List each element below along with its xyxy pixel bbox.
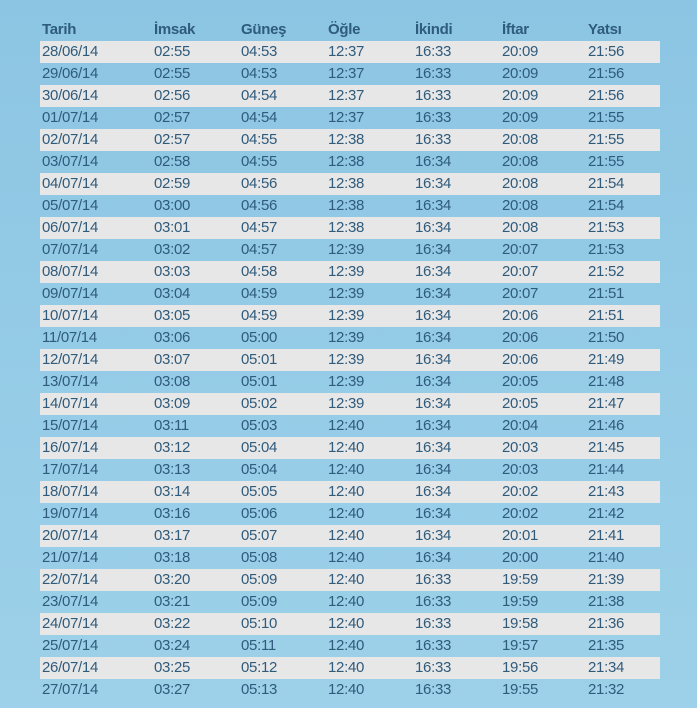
cell-date: 16/07/14 — [42, 439, 98, 456]
cell-gunes: 05:10 — [241, 615, 278, 632]
cell-gunes: 04:59 — [241, 285, 278, 302]
cell-iftar: 20:08 — [502, 175, 539, 192]
cell-ogle: 12:40 — [328, 505, 365, 522]
cell-yatsi: 21:41 — [588, 527, 625, 544]
header-yatsi: Yatsı — [588, 21, 622, 38]
cell-ogle: 12:37 — [328, 109, 365, 126]
cell-ogle: 12:40 — [328, 483, 365, 500]
cell-ikindi: 16:34 — [415, 483, 452, 500]
cell-yatsi: 21:35 — [588, 637, 625, 654]
cell-ogle: 12:38 — [328, 175, 365, 192]
cell-yatsi: 21:51 — [588, 307, 625, 324]
cell-ogle: 12:37 — [328, 87, 365, 104]
cell-iftar: 20:09 — [502, 65, 539, 82]
cell-gunes: 05:05 — [241, 483, 278, 500]
cell-iftar: 19:56 — [502, 659, 539, 676]
cell-yatsi: 21:55 — [588, 153, 625, 170]
cell-ikindi: 16:34 — [415, 263, 452, 280]
cell-gunes: 04:59 — [241, 307, 278, 324]
table-row — [40, 107, 660, 129]
cell-yatsi: 21:46 — [588, 417, 625, 434]
table-row — [40, 371, 660, 393]
cell-date: 14/07/14 — [42, 395, 98, 412]
cell-iftar: 20:08 — [502, 197, 539, 214]
cell-iftar: 19:58 — [502, 615, 539, 632]
table-row — [40, 305, 660, 327]
cell-ikindi: 16:34 — [415, 219, 452, 236]
cell-ikindi: 16:34 — [415, 197, 452, 214]
cell-imsak: 03:14 — [154, 483, 191, 500]
cell-iftar: 19:55 — [502, 681, 539, 698]
cell-ikindi: 16:33 — [415, 615, 452, 632]
cell-yatsi: 21:34 — [588, 659, 625, 676]
cell-ikindi: 16:33 — [415, 65, 452, 82]
cell-ikindi: 16:33 — [415, 637, 452, 654]
cell-iftar: 20:06 — [502, 307, 539, 324]
cell-date: 17/07/14 — [42, 461, 98, 478]
cell-ikindi: 16:34 — [415, 549, 452, 566]
cell-ogle: 12:38 — [328, 131, 365, 148]
table-row — [40, 217, 660, 239]
cell-yatsi: 21:38 — [588, 593, 625, 610]
cell-yatsi: 21:44 — [588, 461, 625, 478]
cell-ikindi: 16:34 — [415, 417, 452, 434]
cell-ogle: 12:40 — [328, 593, 365, 610]
table-row — [40, 151, 660, 173]
cell-yatsi: 21:47 — [588, 395, 625, 412]
cell-gunes: 05:02 — [241, 395, 278, 412]
cell-yatsi: 21:54 — [588, 197, 625, 214]
cell-ikindi: 16:34 — [415, 307, 452, 324]
cell-imsak: 03:06 — [154, 329, 191, 346]
table-header — [40, 18, 660, 41]
cell-imsak: 02:57 — [154, 109, 191, 126]
cell-gunes: 05:01 — [241, 351, 278, 368]
header-ikindi: İkindi — [415, 21, 453, 38]
cell-date: 04/07/14 — [42, 175, 98, 192]
cell-iftar: 20:03 — [502, 461, 539, 478]
cell-ogle: 12:38 — [328, 153, 365, 170]
table-row — [40, 129, 660, 151]
cell-ikindi: 16:34 — [415, 241, 452, 258]
cell-yatsi: 21:56 — [588, 65, 625, 82]
cell-yatsi: 21:45 — [588, 439, 625, 456]
cell-ikindi: 16:34 — [415, 329, 452, 346]
cell-ikindi: 16:34 — [415, 527, 452, 544]
cell-ikindi: 16:33 — [415, 571, 452, 588]
cell-date: 15/07/14 — [42, 417, 98, 434]
cell-imsak: 02:59 — [154, 175, 191, 192]
cell-ikindi: 16:34 — [415, 351, 452, 368]
cell-yatsi: 21:53 — [588, 219, 625, 236]
cell-ikindi: 16:33 — [415, 659, 452, 676]
cell-gunes: 05:07 — [241, 527, 278, 544]
table-row — [40, 679, 660, 701]
table-row — [40, 173, 660, 195]
cell-ikindi: 16:33 — [415, 681, 452, 698]
cell-gunes: 05:08 — [241, 549, 278, 566]
cell-date: 05/07/14 — [42, 197, 98, 214]
cell-gunes: 04:54 — [241, 109, 278, 126]
cell-ikindi: 16:33 — [415, 109, 452, 126]
cell-yatsi: 21:32 — [588, 681, 625, 698]
cell-iftar: 20:02 — [502, 483, 539, 500]
cell-date: 22/07/14 — [42, 571, 98, 588]
table-row — [40, 239, 660, 261]
cell-gunes: 04:54 — [241, 87, 278, 104]
cell-ogle: 12:40 — [328, 659, 365, 676]
cell-iftar: 20:02 — [502, 505, 539, 522]
table-row — [40, 41, 660, 63]
cell-iftar: 19:57 — [502, 637, 539, 654]
cell-date: 25/07/14 — [42, 637, 98, 654]
table-row — [40, 481, 660, 503]
cell-date: 19/07/14 — [42, 505, 98, 522]
cell-imsak: 03:18 — [154, 549, 191, 566]
cell-ogle: 12:40 — [328, 417, 365, 434]
table-row — [40, 195, 660, 217]
cell-ikindi: 16:34 — [415, 153, 452, 170]
cell-gunes: 05:06 — [241, 505, 278, 522]
table-row — [40, 437, 660, 459]
cell-imsak: 02:55 — [154, 65, 191, 82]
cell-imsak: 03:21 — [154, 593, 191, 610]
cell-iftar: 20:08 — [502, 131, 539, 148]
table-row — [40, 327, 660, 349]
cell-yatsi: 21:52 — [588, 263, 625, 280]
cell-date: 12/07/14 — [42, 351, 98, 368]
cell-gunes: 04:56 — [241, 197, 278, 214]
cell-date: 08/07/14 — [42, 263, 98, 280]
cell-date: 26/07/14 — [42, 659, 98, 676]
cell-date: 02/07/14 — [42, 131, 98, 148]
cell-date: 27/07/14 — [42, 681, 98, 698]
cell-iftar: 20:07 — [502, 285, 539, 302]
cell-imsak: 03:27 — [154, 681, 191, 698]
cell-ogle: 12:39 — [328, 351, 365, 368]
cell-gunes: 05:09 — [241, 571, 278, 588]
cell-ogle: 12:40 — [328, 681, 365, 698]
cell-ogle: 12:39 — [328, 373, 365, 390]
table-row — [40, 569, 660, 591]
cell-ogle: 12:40 — [328, 549, 365, 566]
cell-date: 24/07/14 — [42, 615, 98, 632]
table-row — [40, 63, 660, 85]
cell-iftar: 20:01 — [502, 527, 539, 544]
cell-iftar: 20:04 — [502, 417, 539, 434]
table-row — [40, 85, 660, 107]
cell-gunes: 04:57 — [241, 241, 278, 258]
cell-ogle: 12:39 — [328, 307, 365, 324]
cell-date: 23/07/14 — [42, 593, 98, 610]
cell-iftar: 20:05 — [502, 373, 539, 390]
cell-date: 28/06/14 — [42, 43, 98, 60]
cell-gunes: 05:11 — [241, 637, 276, 654]
cell-date: 30/06/14 — [42, 87, 98, 104]
cell-ogle: 12:40 — [328, 615, 365, 632]
cell-yatsi: 21:55 — [588, 109, 625, 126]
cell-date: 29/06/14 — [42, 65, 98, 82]
cell-iftar: 19:59 — [502, 571, 539, 588]
cell-date: 21/07/14 — [42, 549, 98, 566]
cell-yatsi: 21:43 — [588, 483, 625, 500]
cell-gunes: 05:13 — [241, 681, 278, 698]
cell-imsak: 03:25 — [154, 659, 191, 676]
cell-imsak: 02:58 — [154, 153, 191, 170]
cell-date: 20/07/14 — [42, 527, 98, 544]
cell-yatsi: 21:42 — [588, 505, 625, 522]
cell-imsak: 03:08 — [154, 373, 191, 390]
cell-iftar: 19:59 — [502, 593, 539, 610]
cell-gunes: 05:12 — [241, 659, 278, 676]
cell-gunes: 04:53 — [241, 43, 278, 60]
cell-imsak: 03:04 — [154, 285, 191, 302]
cell-iftar: 20:03 — [502, 439, 539, 456]
table-row — [40, 349, 660, 371]
cell-ogle: 12:39 — [328, 285, 365, 302]
cell-date: 07/07/14 — [42, 241, 98, 258]
table-row — [40, 503, 660, 525]
cell-ikindi: 16:34 — [415, 505, 452, 522]
cell-date: 01/07/14 — [42, 109, 98, 126]
cell-date: 18/07/14 — [42, 483, 98, 500]
cell-ikindi: 16:34 — [415, 461, 452, 478]
cell-yatsi: 21:54 — [588, 175, 625, 192]
cell-imsak: 02:57 — [154, 131, 191, 148]
cell-iftar: 20:09 — [502, 109, 539, 126]
table-row — [40, 635, 660, 657]
table-row — [40, 657, 660, 679]
cell-ikindi: 16:34 — [415, 373, 452, 390]
table-row — [40, 393, 660, 415]
cell-imsak: 03:03 — [154, 263, 191, 280]
table-row — [40, 415, 660, 437]
table-row — [40, 283, 660, 305]
cell-imsak: 03:09 — [154, 395, 191, 412]
cell-iftar: 20:00 — [502, 549, 539, 566]
cell-imsak: 02:56 — [154, 87, 191, 104]
cell-iftar: 20:07 — [502, 241, 539, 258]
cell-imsak: 03:13 — [154, 461, 191, 478]
header-tarih: Tarih — [42, 21, 77, 38]
table-row — [40, 525, 660, 547]
cell-gunes: 04:57 — [241, 219, 278, 236]
cell-ogle: 12:38 — [328, 219, 365, 236]
cell-date: 09/07/14 — [42, 285, 98, 302]
cell-date: 03/07/14 — [42, 153, 98, 170]
cell-gunes: 05:00 — [241, 329, 278, 346]
cell-ogle: 12:40 — [328, 461, 365, 478]
cell-iftar: 20:06 — [502, 351, 539, 368]
cell-yatsi: 21:56 — [588, 43, 625, 60]
cell-ogle: 12:38 — [328, 197, 365, 214]
cell-iftar: 20:08 — [502, 219, 539, 236]
cell-yatsi: 21:55 — [588, 131, 625, 148]
cell-ikindi: 16:33 — [415, 593, 452, 610]
cell-imsak: 03:11 — [154, 417, 189, 434]
header-ogle: Öğle — [328, 21, 361, 38]
cell-imsak: 03:16 — [154, 505, 191, 522]
cell-date: 11/07/14 — [42, 329, 97, 346]
cell-imsak: 03:20 — [154, 571, 191, 588]
cell-imsak: 02:55 — [154, 43, 191, 60]
cell-iftar: 20:06 — [502, 329, 539, 346]
table-row — [40, 613, 660, 635]
cell-ikindi: 16:34 — [415, 395, 452, 412]
cell-ikindi: 16:33 — [415, 43, 452, 60]
cell-imsak: 03:01 — [154, 219, 191, 236]
cell-imsak: 03:24 — [154, 637, 191, 654]
cell-imsak: 03:00 — [154, 197, 191, 214]
cell-imsak: 03:12 — [154, 439, 191, 456]
cell-yatsi: 21:40 — [588, 549, 625, 566]
cell-ogle: 12:37 — [328, 43, 365, 60]
header-gunes: Güneş — [241, 21, 287, 38]
cell-yatsi: 21:49 — [588, 351, 625, 368]
cell-gunes: 05:04 — [241, 461, 278, 478]
cell-iftar: 20:07 — [502, 263, 539, 280]
cell-iftar: 20:05 — [502, 395, 539, 412]
cell-ikindi: 16:33 — [415, 131, 452, 148]
prayer-times-table — [40, 18, 660, 701]
cell-yatsi: 21:48 — [588, 373, 625, 390]
cell-ikindi: 16:34 — [415, 175, 452, 192]
cell-gunes: 05:03 — [241, 417, 278, 434]
cell-ikindi: 16:34 — [415, 439, 452, 456]
cell-imsak: 03:22 — [154, 615, 191, 632]
cell-imsak: 03:05 — [154, 307, 191, 324]
table-row — [40, 261, 660, 283]
cell-iftar: 20:09 — [502, 43, 539, 60]
cell-ogle: 12:39 — [328, 241, 365, 258]
header-iftar: İftar — [502, 21, 529, 38]
cell-iftar: 20:08 — [502, 153, 539, 170]
cell-ogle: 12:40 — [328, 439, 365, 456]
cell-yatsi: 21:36 — [588, 615, 625, 632]
cell-gunes: 04:55 — [241, 131, 278, 148]
cell-yatsi: 21:39 — [588, 571, 625, 588]
cell-gunes: 04:53 — [241, 65, 278, 82]
cell-date: 10/07/14 — [42, 307, 98, 324]
cell-yatsi: 21:56 — [588, 87, 625, 104]
cell-ogle: 12:39 — [328, 263, 365, 280]
cell-gunes: 05:04 — [241, 439, 278, 456]
cell-ogle: 12:37 — [328, 65, 365, 82]
cell-gunes: 05:09 — [241, 593, 278, 610]
cell-ikindi: 16:34 — [415, 285, 452, 302]
cell-ogle: 12:39 — [328, 395, 365, 412]
cell-yatsi: 21:53 — [588, 241, 625, 258]
table-row — [40, 459, 660, 481]
cell-gunes: 04:58 — [241, 263, 278, 280]
cell-gunes: 04:55 — [241, 153, 278, 170]
cell-imsak: 03:02 — [154, 241, 191, 258]
table-row — [40, 547, 660, 569]
cell-imsak: 03:17 — [154, 527, 191, 544]
cell-ikindi: 16:33 — [415, 87, 452, 104]
cell-ogle: 12:40 — [328, 637, 365, 654]
cell-date: 13/07/14 — [42, 373, 98, 390]
cell-date: 06/07/14 — [42, 219, 98, 236]
cell-ogle: 12:40 — [328, 571, 365, 588]
cell-yatsi: 21:51 — [588, 285, 625, 302]
cell-gunes: 05:01 — [241, 373, 278, 390]
cell-ogle: 12:40 — [328, 527, 365, 544]
cell-yatsi: 21:50 — [588, 329, 625, 346]
cell-iftar: 20:09 — [502, 87, 539, 104]
cell-gunes: 04:56 — [241, 175, 278, 192]
header-imsak: İmsak — [154, 21, 196, 38]
cell-ogle: 12:39 — [328, 329, 365, 346]
table-row — [40, 591, 660, 613]
cell-imsak: 03:07 — [154, 351, 191, 368]
